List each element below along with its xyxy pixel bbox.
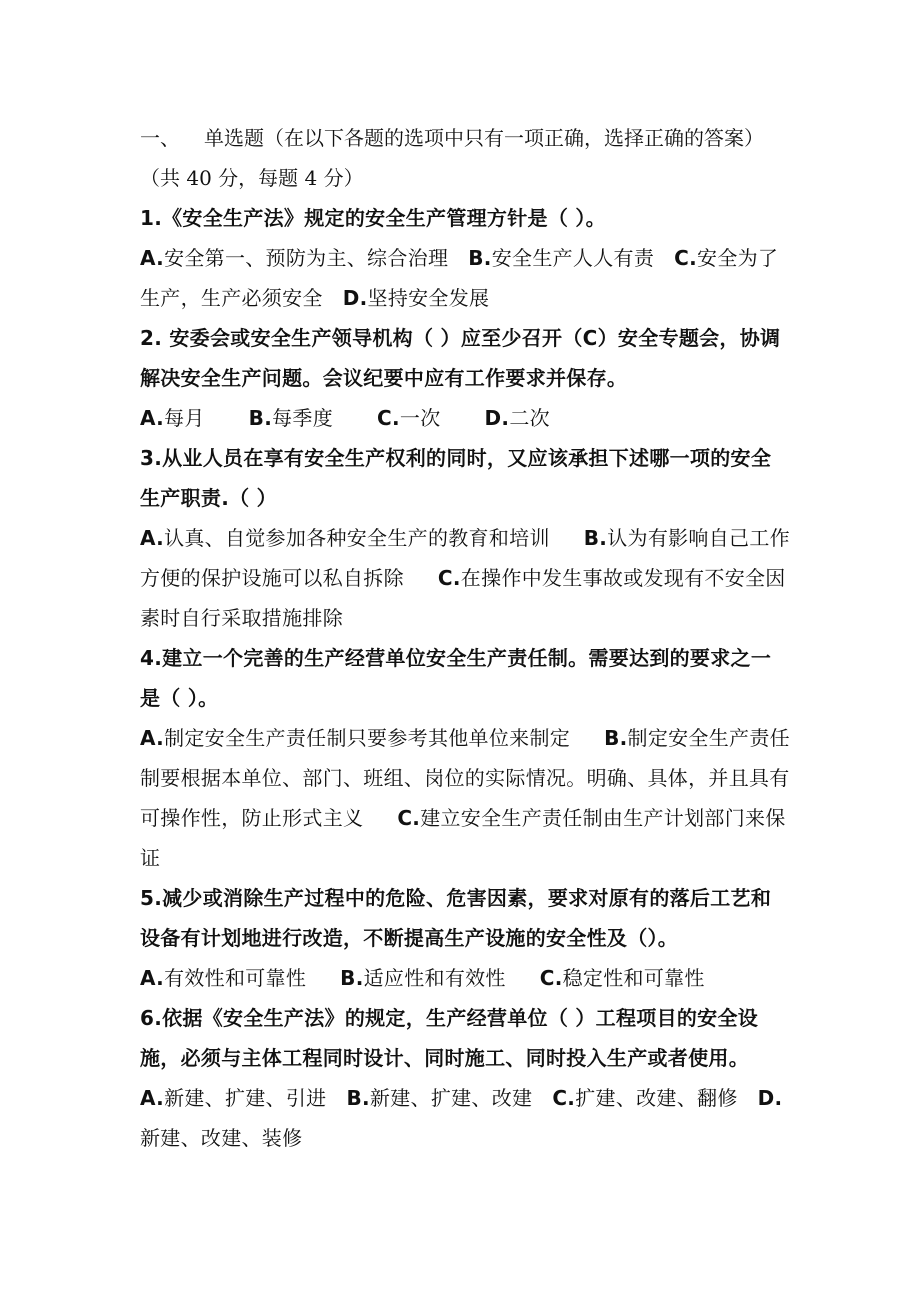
question-stem-6: 6.依据《安全生产法》的规定，生产经营单位（ ）工程项目的安全设施，必须与主体工程同时设计、同时施工、同时投入生产或者使用。 <box>140 1006 759 1070</box>
option-key: B. <box>340 966 364 990</box>
question-stem-3: 3.从业人员在享有安全生产权利的同时，又应该承担下述哪一项的安全生产职责.（ ） <box>140 446 772 510</box>
question-options-1 <box>140 238 790 318</box>
option-text: 每季度 <box>272 406 334 430</box>
option-text: 坚持安全发展 <box>367 286 490 310</box>
question-stem-4: 4.建立一个完善的生产经营单位安全生产责任制。需要达到的要求之一是（ ）。 <box>140 646 772 710</box>
question-options-6 <box>140 1078 790 1158</box>
option-key: C. <box>437 566 461 590</box>
option-key: A. <box>140 966 165 990</box>
option-text: 安全为了生产，生产必须安全 <box>140 246 779 310</box>
option-text: 每月 <box>164 406 205 430</box>
option-text: 安全第一、预防为主、综合治理 <box>164 246 449 270</box>
question-options-5 <box>140 958 790 998</box>
section-heading <box>140 118 790 158</box>
option-key: A. <box>140 1086 165 1110</box>
option-text: 在操作中发生事故或发现有不安全因素时自行采取措施排除 <box>140 566 786 630</box>
option-text: 建立安全生产责任制由生产计划部门来保证 <box>140 806 786 870</box>
question-stem-1: 1.《安全生产法》规定的安全生产管理方针是（ ）。 <box>140 206 606 230</box>
option-key: A. <box>140 726 165 750</box>
option-text: 认真、自觉参加各种安全生产的教育和培训 <box>164 526 550 550</box>
option-text: 制定安全生产责任制只要参考其他单位来制定 <box>164 726 571 750</box>
option-key: C. <box>397 806 421 830</box>
exam-content <box>140 118 790 1158</box>
option-key: B. <box>583 526 608 550</box>
option-text: 新建、扩建、改建 <box>369 1086 533 1110</box>
section-scoring: （共 40 分，每题 4 分） <box>140 166 364 190</box>
option-key: B. <box>468 246 492 270</box>
option-text: 适应性和有效性 <box>363 966 506 990</box>
option-text: 扩建、改建、翻修 <box>575 1086 738 1110</box>
option-text: 有效性和可靠性 <box>164 966 307 990</box>
option-key: D. <box>484 406 510 430</box>
section-number: 一、 <box>140 126 180 150</box>
option-key: C. <box>539 966 563 990</box>
option-text: 稳定性和可靠性 <box>562 966 705 990</box>
option-key: B. <box>604 726 628 750</box>
section-title: 单选题（在以下各题的选项中只有一项正确，选择正确的答案） <box>204 126 764 150</box>
question-options-3 <box>140 518 790 638</box>
option-text: 一次 <box>399 406 441 430</box>
option-key: D. <box>757 1086 783 1110</box>
option-text: 制定安全生产责任制要根据本单位、部门、班组、岗位的实际情况。明确、具体，并且具有可操作性，防止形式主义 <box>140 726 790 830</box>
question-stem-5: 5.减少或消除生产过程中的危险、危害因素，要求对原有的落后工艺和设备有计划地进行改造，不断提高生产设施的安全性及（）。 <box>140 886 772 950</box>
option-key: D. <box>342 286 368 310</box>
question-options-4 <box>140 718 790 878</box>
question-stem-2: 2. 安委会或安全生产领导机构（ ）应至少召开（C）安全专题会，协调解决安全生产问题。会议纪要中应有工作要求并保存。 <box>140 326 781 390</box>
option-key: A. <box>140 526 165 550</box>
option-key: B. <box>248 406 273 430</box>
option-key: B. <box>346 1086 370 1110</box>
option-text: 新建、扩建、引进 <box>164 1086 327 1110</box>
option-key: A. <box>140 406 165 430</box>
option-key: C. <box>674 246 698 270</box>
option-text: 二次 <box>509 406 550 430</box>
question-options-2 <box>140 398 790 438</box>
option-key: C. <box>377 406 400 430</box>
option-key: A. <box>140 246 165 270</box>
option-key: C. <box>552 1086 576 1110</box>
option-text: 认为有影响自己工作方便的保护设施可以私自拆除 <box>140 526 790 590</box>
option-text: 新建、改建、装修 <box>140 1126 303 1150</box>
option-text: 安全生产人人有责 <box>491 246 655 270</box>
